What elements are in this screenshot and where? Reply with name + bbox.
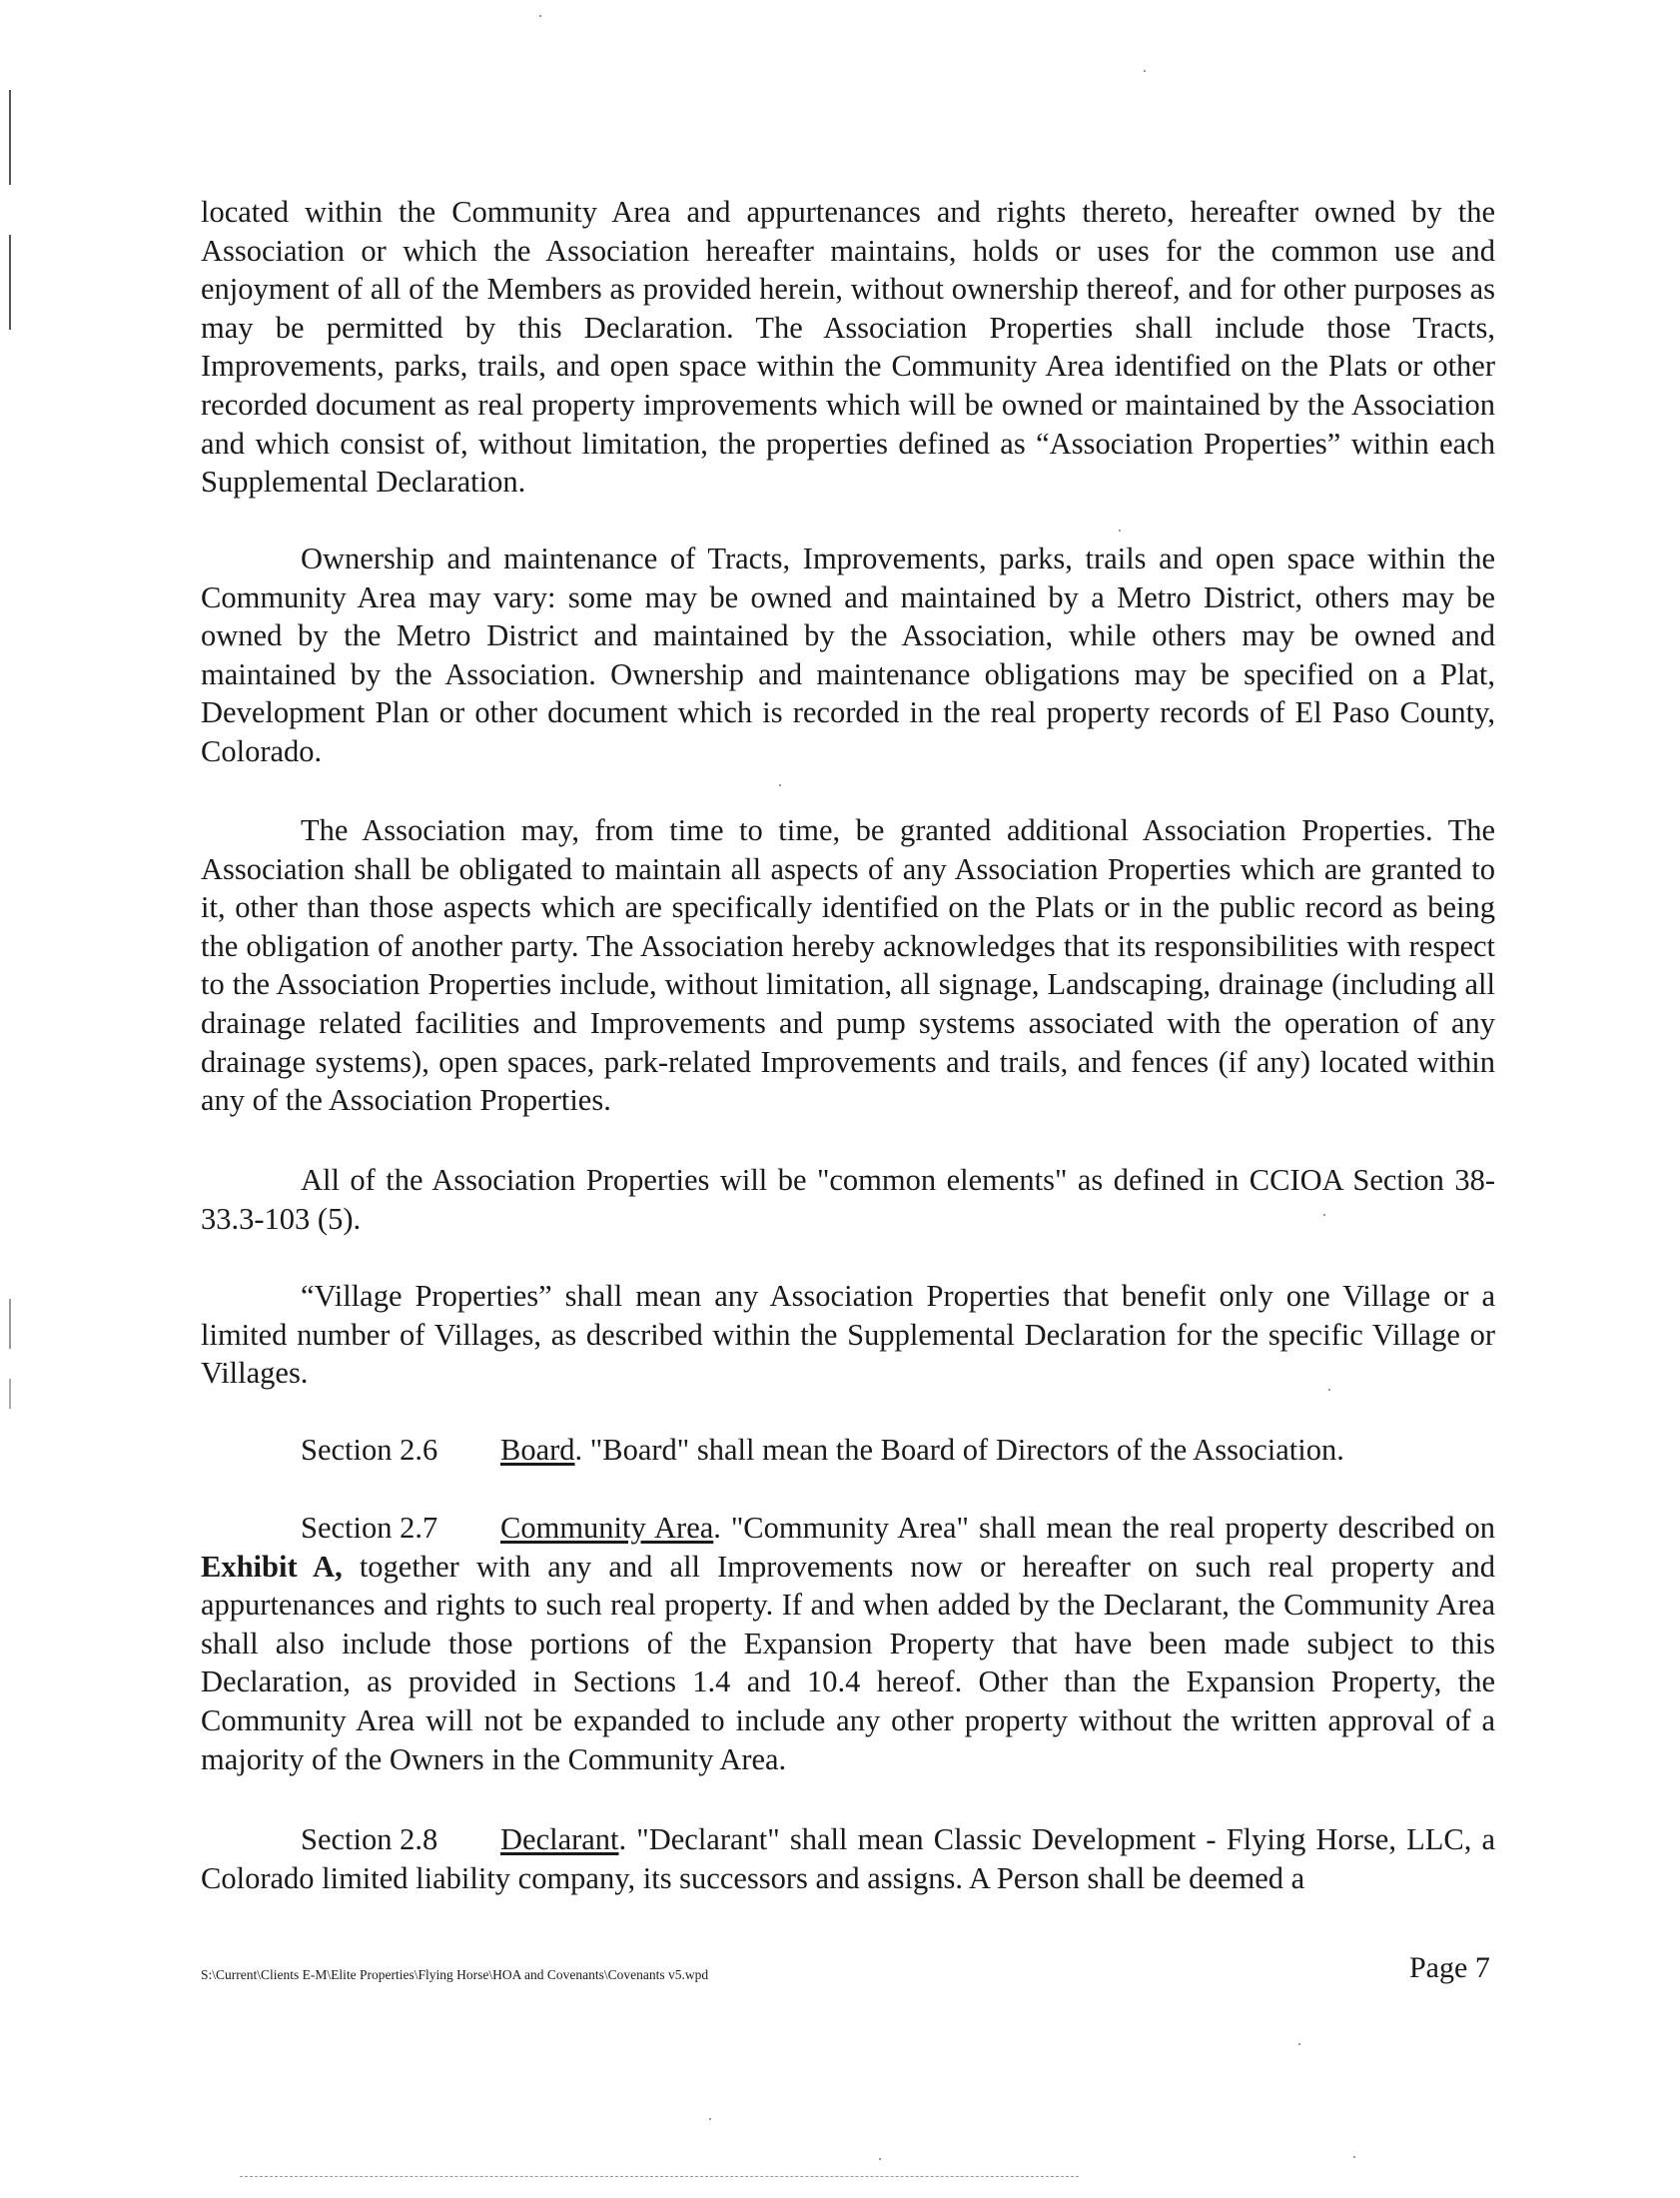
scan-speck xyxy=(1298,2043,1300,2045)
paragraph-common-elements: All of the Association Properties will be "common elements" as defined in CCIOA Section 38-33.3-103 (5). xyxy=(201,1163,1495,1236)
scan-speck xyxy=(1353,2156,1355,2158)
section-text: together with any and all Improvements now or hereafter on such real property and appurtenances and rights to such real property. If and when added by the Declarant, the Community Area shall also include those portions of the Expansion Property that have been made subject to this Declaration, as provided in Sections 1.4 and 10.4 hereof. Other than the Expansion Property, the Community Area will not be expanded to include any other property without the written approval of a majority of the Owners in the Community Area. xyxy=(201,1549,1495,1776)
scan-speck xyxy=(879,2158,881,2160)
section-heading: Community Area xyxy=(500,1511,714,1545)
section-text: . "Board" shall mean the Board of Directors of the Association. xyxy=(574,1433,1344,1467)
scan-speck xyxy=(1328,1389,1330,1391)
scan-speck xyxy=(1144,70,1146,72)
scan-margin-mark xyxy=(9,1379,11,1409)
section-number: Section 2.8 xyxy=(301,1822,438,1856)
section-number: Section 2.6 xyxy=(301,1433,438,1467)
paragraph-ownership-maintenance: Ownership and maintenance of Tracts, Improvements, parks, trails and open space within the Community Area may vary: some may be owned and maintained by a Metro District, others may be owned by the Metro District and maintained by the Association, while others may be owned and maintained by the Association. Ownership and maintenance obligations may be specified on a Plat, Development Plan or other document which is recorded in the real property records of El Paso County, Colorado. xyxy=(201,542,1495,768)
scan-speck xyxy=(539,15,541,17)
footer-page-number: Page 7 xyxy=(1409,1951,1490,1984)
section-heading: Declarant xyxy=(500,1822,619,1856)
scan-bottom-edge-line xyxy=(240,2176,1079,2178)
scan-speck xyxy=(1323,1214,1325,1216)
scan-margin-mark xyxy=(9,235,11,330)
section-number: Section 2.7 xyxy=(301,1511,438,1545)
paragraph-additional-properties: The Association may, from time to time, be granted additional Association Properties. The Association shall be obligated to maintain all aspects of any Association Properties which are granted to it, other than those aspects which are specifically identified on the Plats or in the public record as being the obligation of another party. The Association hereby acknowledges that its responsibilities with respect to the Association Properties include, without limitation, all signage, Landscaping, drainage (including all drainage related facilities and Improvements and pump systems associated with the operation of any drainage systems), open spaces, park-related Improvements and trails, and fences (if any) located within any of the Association Properties. xyxy=(201,813,1495,1118)
section-heading: Board xyxy=(500,1433,575,1467)
paragraph-association-properties-cont: located within the Community Area and appurtenances and rights thereto, hereafter owned by the Association or which the Association hereafter maintains, holds or uses for the common use and enjoyment of all of the Members as provided herein, without ownership thereof, and for other purposes as may be permitted by this Declaration. The Association Properties shall include those Tracts, Improvements, parks, trails, and open space within the Community Area identified on the Plats or other recorded document as real property improvements which will be owned or maintained by the Association and which consist of, without limitation, the properties defined as “Association Properties” within each Supplemental Declaration. xyxy=(201,195,1495,500)
scan-margin-mark xyxy=(9,90,11,185)
section-2-8 xyxy=(201,1820,1495,1897)
paragraph-village-properties: “Village Properties” shall mean any Association Properties that benefit only one Village or a limited number of Villages, as described within the Supplemental Declaration for the specific Village or Villages. xyxy=(201,1279,1495,1391)
scan-speck xyxy=(709,2118,711,2120)
scan-margin-mark xyxy=(9,1299,11,1349)
section-2-7 xyxy=(201,1509,1495,1778)
section-2-6 xyxy=(301,1431,1495,1470)
scan-speck xyxy=(1119,530,1121,532)
footer-file-path: S:\Current\Clients E-M\Elite Properties\Flying Horse\HOA and Covenants\Covenants v5.wpd xyxy=(201,1967,709,1982)
scan-speck xyxy=(779,784,781,786)
section-text: . "Declarant" shall mean Classic Development - Flying Horse, LLC, a Colorado limited liability company, its successors and assigns. A Person shall be deemed a xyxy=(201,1822,1495,1895)
section-text: . "Community Area" shall mean the real property described on xyxy=(713,1511,1495,1545)
exhibit-reference: Exhibit A, xyxy=(201,1549,343,1584)
